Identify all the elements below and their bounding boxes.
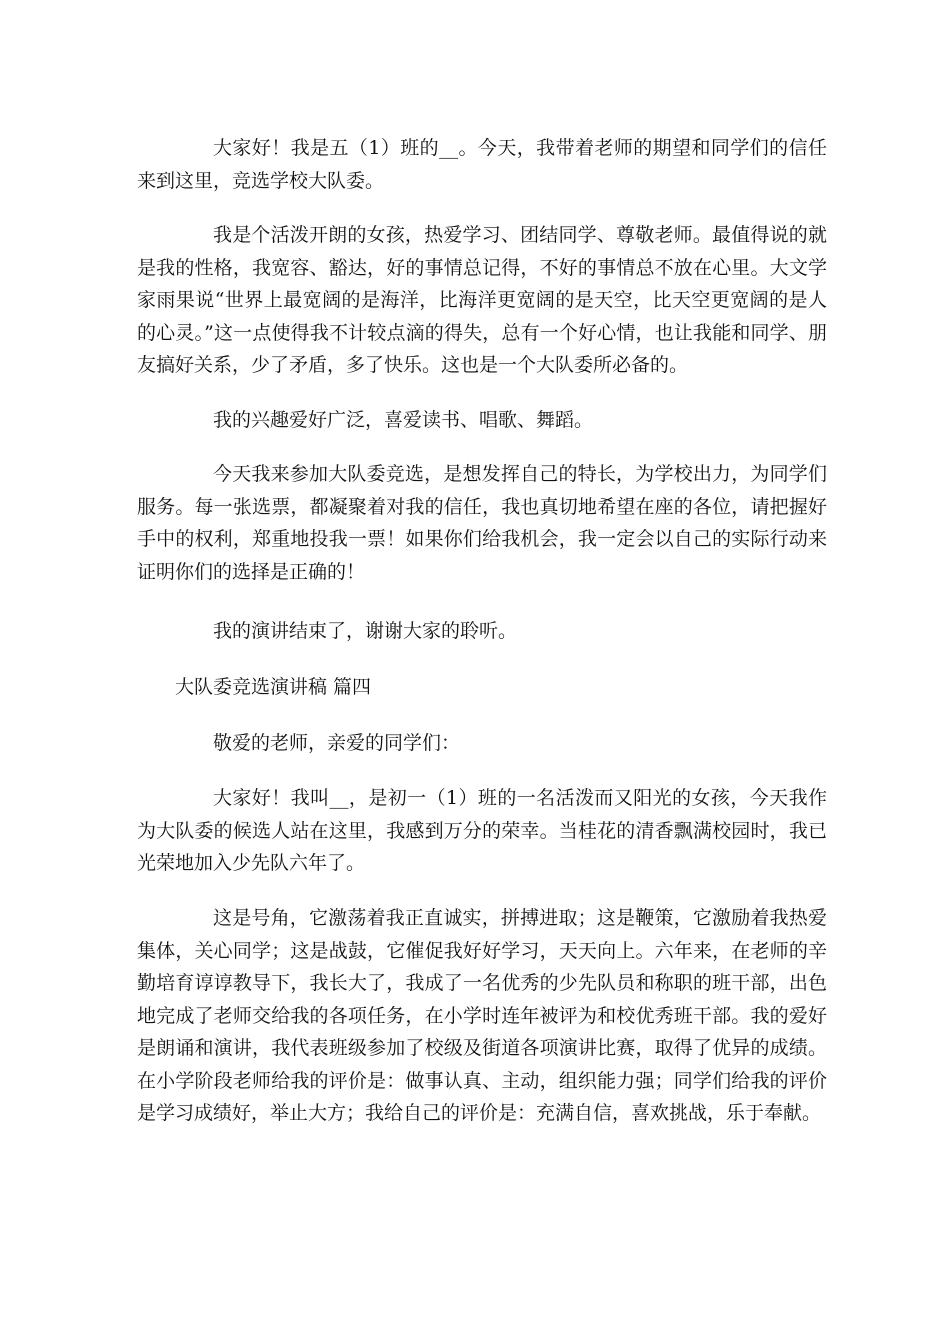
paragraph-personality: 我是个活泼开朗的女孩，热爱学习、团结同学、尊敬老师。最值得说的就是我的性格，我宽容、豁达，好的事情总记得，不好的事情总不放在心里。大文学家雨果说“世界上最宽阔的是海洋，比海洋更宽阔的是天空，比天空更宽阔的是人的心灵。”这一点使得我不计较点滴的得失，总有一个好心情，也让我能和同学、朋友搞好关系，少了矛盾，多了快乐。这也是一个大队委所必备的。 [137,224,827,376]
paragraph-closing: 我的演讲结束了，谢谢大家的聆听。 [213,620,518,642]
paragraph-hobbies: 我的兴趣爱好广泛，喜爱读书、唱歌、舞蹈。 [213,409,594,431]
paragraph-achievements: 这是号角，它激荡着我正直诚实，拼搏进取；这是鞭策，它激励着我热爱集体，关心同学；这是战鼓，它催促我好好学习，天天向上。六年来，在老师的辛勤培育谆谆教导下，我长大了，我成了一名优秀的少先队员和称职的班干部，出色地完成了老师交给我的各项任务，在小学时连年被评为和校优秀班干部。我的爱好是朗诵和演讲，我代表班级参加了校级及街道各项演讲比赛，取得了优异的成绩。在小学阶段老师给我的评价是：做事认真、主动，组织能力强；同学们给我的评价是学习成绩好，举止大方；我给自己的评价是：充满自信，喜欢挑战，乐于奉献。 [137,907,827,1124]
section-heading: 大队委竞选演讲稿 篇四 [175,676,372,698]
paragraph-self-intro: 大家好！我叫__，是初一（1）班的一名活泼而又阳光的女孩，今天我作为大队委的候选人站在这里，我感到万分的荣幸。当桂花的清香飘满校园时，我已光荣地加入少先队六年了。 [137,787,827,874]
paragraph-greeting: 敬爱的老师，亲爱的同学们： [213,732,461,754]
paragraph-motivation: 今天我来参加大队委竞选，是想发挥自己的特长，为学校出力，为同学们服务。每一张选票，都凝聚着对我的信任，我也真切地希望在座的各位，请把握好手中的权利，郑重地投我一票！如果你们给我机会，我一定会以自己的实际行动来证明你们的选择是正确的！ [137,463,827,583]
paragraph-intro: 大家好！我是五（1）班的__。今天，我带着老师的期望和同学们的信任来到这里，竞选学校大队委。 [137,137,827,192]
